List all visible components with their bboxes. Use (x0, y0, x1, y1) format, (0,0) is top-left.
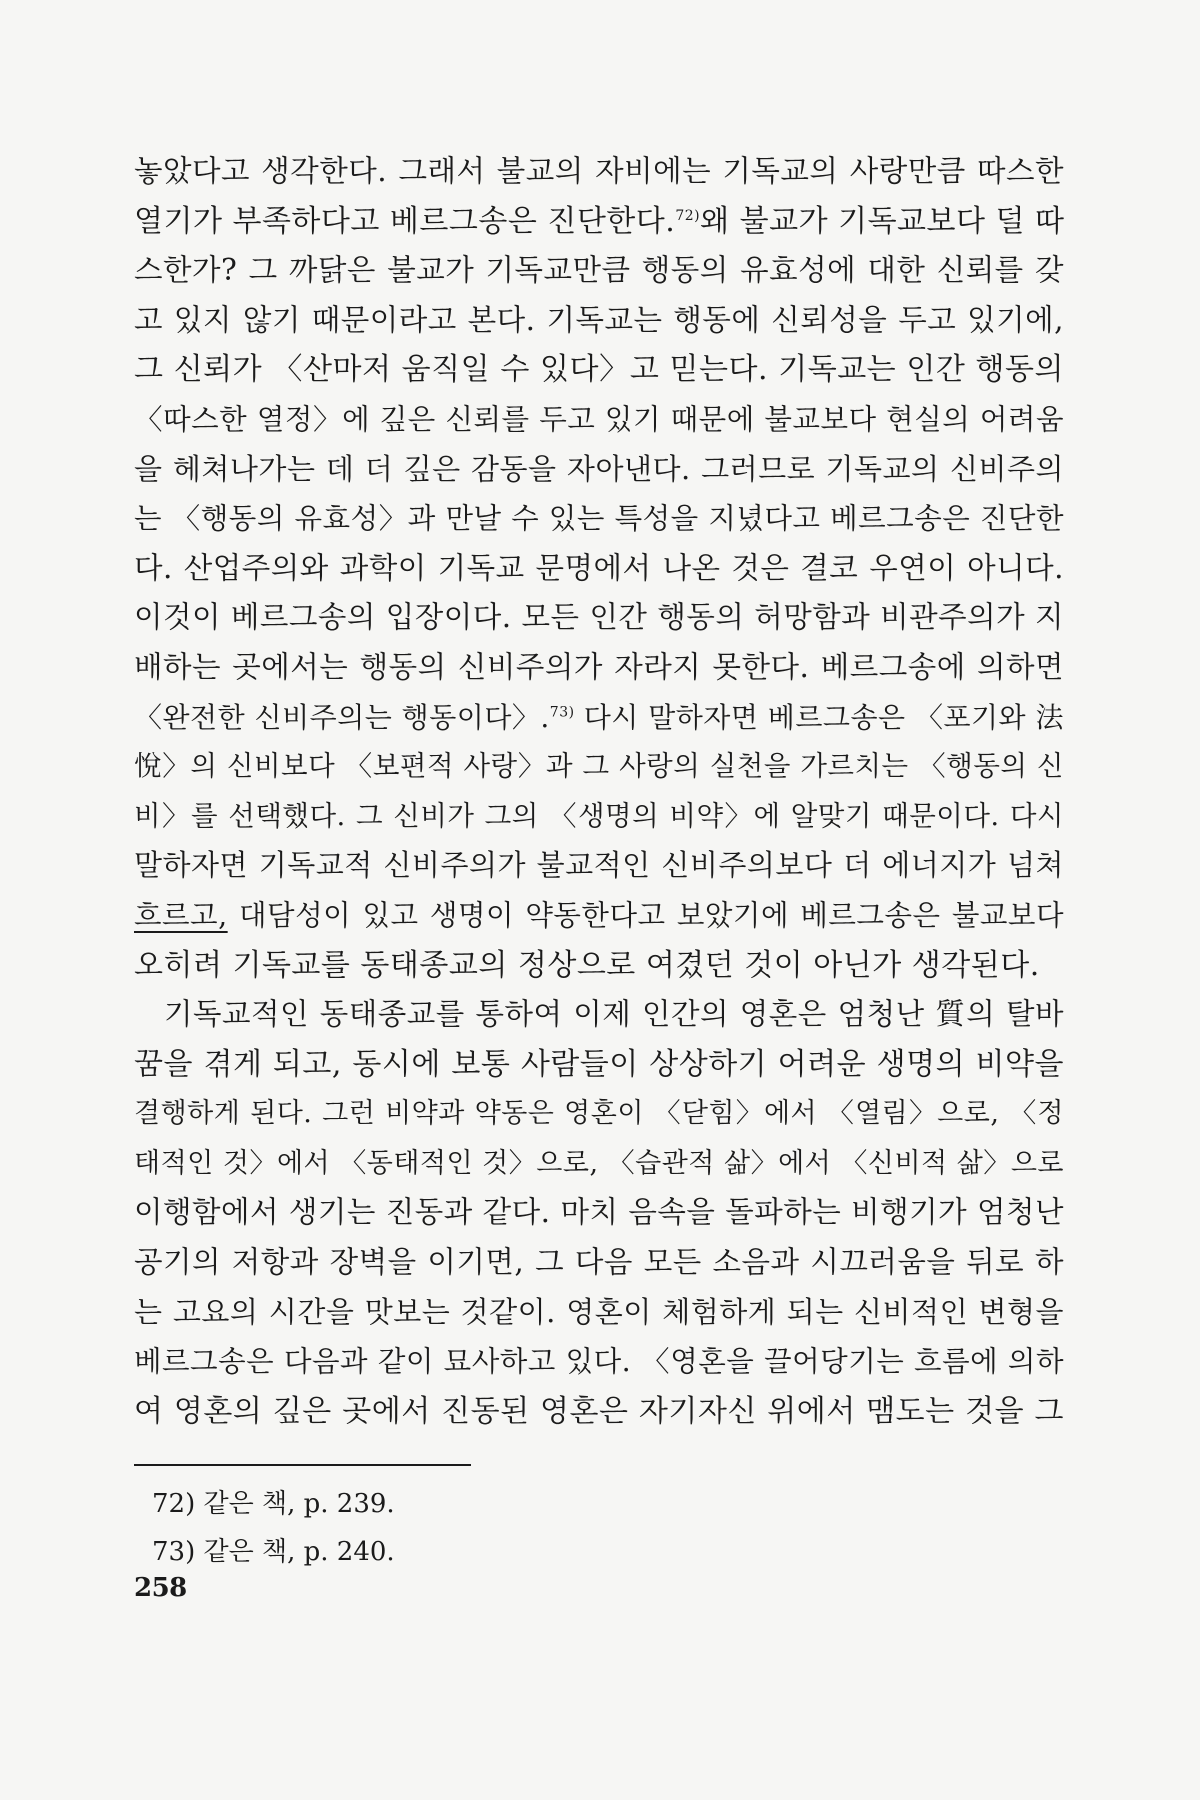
text-line: 오히려 기독교를 동태종교의 정상으로 여겼던 것이 아닌가 생각된다. (134, 947, 1040, 983)
text-line: 꿈을 겪게 되고, 동시에 보통 사람들이 상상하기 어려운 생명의 비약을 (134, 1046, 1064, 1082)
text-line: 놓았다고 생각한다. 그래서 불교의 자비에는 기독교의 사랑만큼 따스한 (134, 154, 1064, 188)
body-text (134, 147, 1064, 1436)
footnote-divider (134, 1464, 471, 1466)
text-line: 기독교적인 동태종교를 통하여 이제 인간의 영혼은 엄청난 質의 탈바 (164, 997, 1064, 1032)
text-line: 이행함에서 생기는 진동과 같다. 마치 음속을 돌파하는 비행기가 엄청난 (134, 1195, 1064, 1230)
text-line: 〈따스한 열정〉에 깊은 신뢰를 두고 있기 때문에 불교보다 현실의 어려움 (134, 402, 1064, 436)
text-segment: 열기가 부족하다고 베르그송은 진단한다. (134, 203, 676, 239)
underlined-text: 흐르고, (134, 898, 228, 932)
footnote-72: 72) 같은 책, p. 239. (152, 1489, 395, 1519)
text-segment: 〈완전한 신비주의는 행동이다〉. (134, 700, 550, 734)
text-line: 悅〉의 신비보다 〈보편적 사랑〉과 그 사랑의 실천을 가르치는 〈행동의 신 (134, 750, 1064, 783)
text-segment: 다시 말하자면 베르그송은 〈포기와 法 (583, 700, 1064, 734)
text-segment: 대담성이 있고 생명이 약동한다고 보았기에 베르그송은 불교보다 (227, 898, 1064, 932)
text-line: 배하는 곳에서는 행동의 신비주의가 자라지 못한다. 베르그송에 의하면 (134, 649, 1064, 684)
text-line: 는 〈행동의 유효성〉과 만날 수 있는 특성을 지녔다고 베르그송은 진단한 (134, 502, 1064, 536)
text-line: 는 고요의 시간을 맛보는 것같이. 영혼이 체험하게 되는 신비적인 변형을 (134, 1294, 1064, 1329)
text-line: 이것이 베르그송의 입장이다. 모든 인간 행동의 허망함과 비관주의가 지 (134, 600, 1064, 635)
page-number: 258 (134, 1573, 187, 1603)
text-line: 스한가? 그 까닭은 불교가 기독교만큼 행동의 유효성에 대한 신뢰를 갖 (134, 253, 1064, 288)
text-line: 그 신뢰가 〈산마저 움직일 수 있다〉고 믿는다. 기독교는 인간 행동의 (134, 352, 1064, 388)
paragraph-1 (134, 147, 1064, 990)
text-line: 비〉를 선택했다. 그 신비가 그의 〈생명의 비약〉에 알맞기 때문이다. 다시 (134, 799, 1064, 832)
text-segment: 왜 불교가 기독교보다 덜 따 (700, 203, 1065, 239)
text-line: 고 있지 않기 때문이라고 본다. 기독교는 행동에 신뢰성을 두고 있기에, (134, 302, 1064, 337)
text-line: 결행하게 된다. 그런 비약과 약동은 영혼이 〈닫힘〉에서 〈열림〉으로, 〈정 (134, 1098, 1064, 1130)
footnote-73: 73) 같은 책, p. 240. (152, 1537, 395, 1567)
text-line (134, 891, 1064, 941)
text-line: 공기의 저항과 장벽을 이기면, 그 다음 모든 소음과 시끄러움을 뒤로 하 (134, 1245, 1064, 1280)
text-line (134, 693, 1064, 743)
footnote-ref: 73) (549, 704, 575, 721)
footnote-ref: 72) (675, 207, 701, 224)
text-line: 여 영혼의 깊은 곳에서 진동된 영혼은 자기자신 위에서 맴도는 것을 그 (134, 1393, 1064, 1429)
text-line: 다. 산업주의와 과학이 기독교 문명에서 나온 것은 결코 우연이 아니다. (134, 550, 1064, 585)
paragraph-2 (134, 990, 1064, 1436)
text-line: 말하자면 기독교적 신비주의가 불교적인 신비주의보다 더 에너지가 넘쳐 (134, 848, 1064, 883)
text-line: 태적인 것〉에서 〈동태적인 것〉으로, 〈습관적 삶〉에서 〈신비적 삶〉으로 (134, 1147, 1064, 1179)
footnotes (152, 1480, 395, 1576)
text-line: 을 헤쳐나가는 데 더 깊은 감동을 자아낸다. 그러므로 기독교의 신비주의 (134, 451, 1064, 486)
text-line (134, 197, 1064, 247)
text-line: 베르그송은 다음과 같이 묘사하고 있다. 〈영혼을 끌어당기는 흐름에 의하 (134, 1345, 1064, 1379)
